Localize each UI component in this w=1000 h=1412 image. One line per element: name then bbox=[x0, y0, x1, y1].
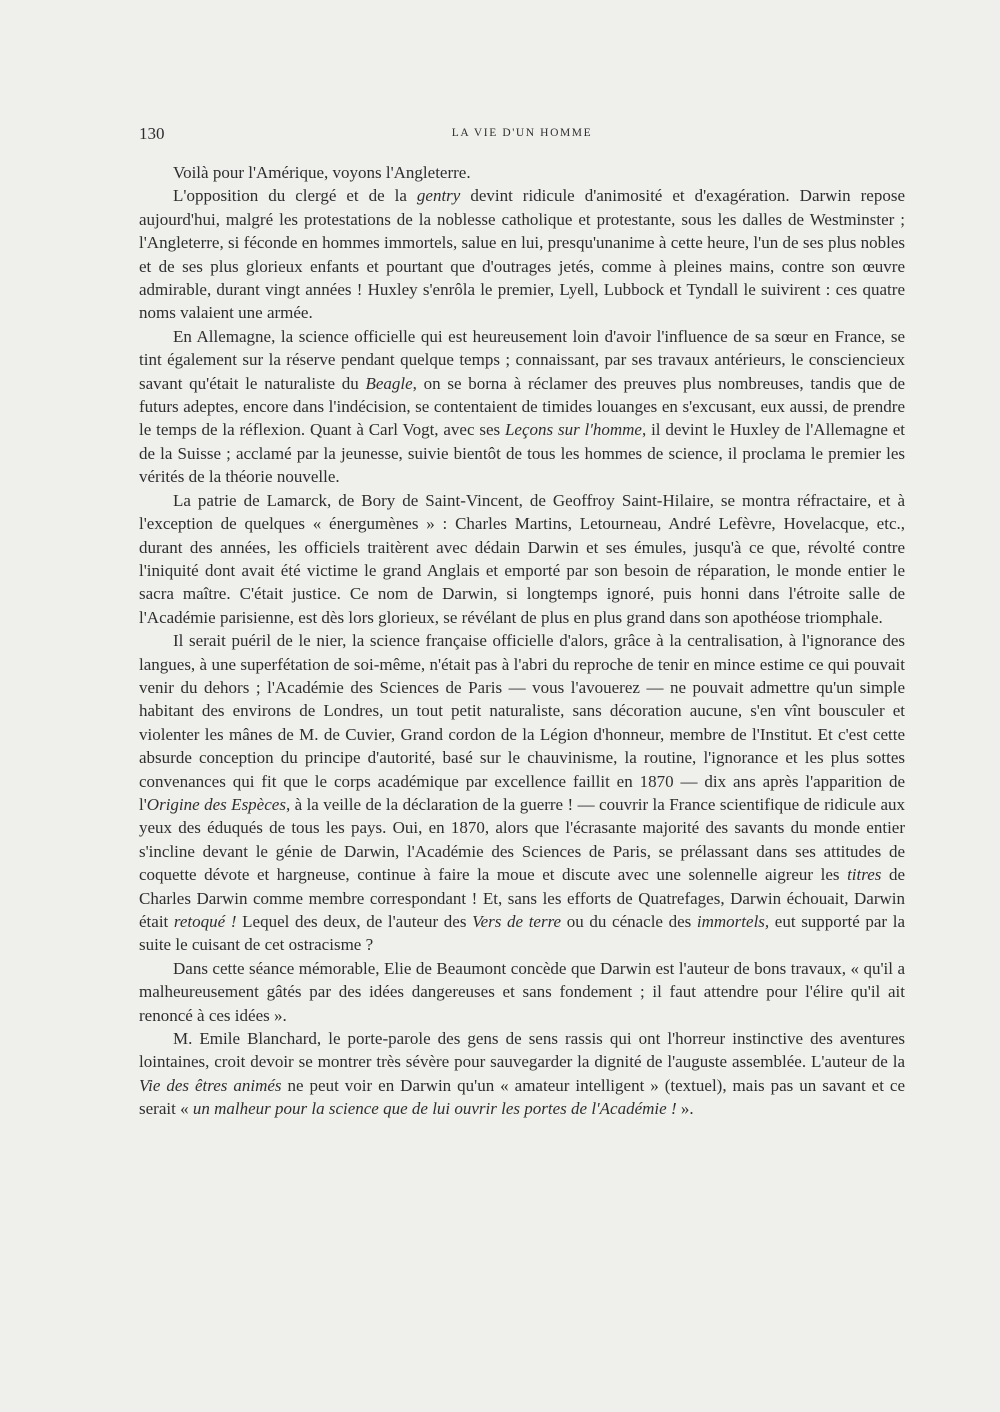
text-run: de Charles Darwin comme membre correspondant ! Et, sans les efforts de Quatrefages, Darwin échouait, Darwin était bbox=[139, 865, 905, 931]
paragraph bbox=[139, 957, 905, 1027]
italic-text: Vie des êtres animés bbox=[139, 1075, 282, 1095]
text-run: M. Emile Blanchard, le porte-parole des gens de sens rassis qui ont l'horreur instinctive des aventures lointaines, croit devoir se montrer très sévère pour sauvegarder la dignité de l'auguste assemblée. L'auteur de la bbox=[139, 1029, 905, 1072]
text-run: Lequel des deux, de l'auteur des bbox=[236, 912, 473, 931]
paragraph bbox=[139, 1027, 905, 1121]
running-head bbox=[139, 124, 905, 150]
text-run: Il serait puéril de le nier, la science française officielle d'alors, grâce à la centralisation, à l'ignorance des langues, à une superfétation de soi-même, n'était pas à l'abri du reproche de tenir en mince estime ce qui pouvait venir du dehors ; l'Académie des Sciences de Paris — vous l'avouerez — ne pouvait admettre qu'un simple habitant des environs de Londres, un tout petit naturaliste, sans décoration aucune, s'en vînt bousculer et violenter les mânes de M. de Cuvier, Grand cordon de la Légion d'honneur, membre de l'Institut. Et c'est cette absurde conception du principe d'autorité, basé sur le chauvinisme, la routine, l'ignorance et les plus sottes convenances qui fit que le corps académique par excellence faillit en 1870 — dix ans après l'apparition de l' bbox=[139, 631, 905, 814]
text-run: ne peut voir en Darwin qu'un « amateur intelligent » (textuel), mais pas un savant et ce serait « bbox=[139, 1075, 905, 1119]
italic-text: Beagle bbox=[365, 373, 413, 393]
italic-text: Leçons sur l'homme bbox=[504, 420, 642, 440]
text-run: , à la veille de la déclaration de la guerre ! — couvrir la France scientifique de ridicule aux yeux des éduqués de tous les pays. Oui, en 1870, alors que l'écrasante majorité des savants du monde entier s'incline devant le génie de Darwin, l'Académie des Sciences de Paris, se prélassant dans ses attitudes de coquette dévote et hargneuse, continue à faire la moue et discute avec une solennelle aigreur les bbox=[139, 794, 905, 885]
italic-text: retoqué ! bbox=[173, 912, 237, 931]
paragraph bbox=[139, 629, 905, 957]
text-run: ou du cénacle des bbox=[561, 912, 697, 931]
paragraph bbox=[139, 184, 905, 324]
text-run: devint ridicule d'animosité et d'exagération. Darwin repose aujourd'hui, malgré les protestations de la noblesse catholique et protestante, sous les dalles de Westminster ; l'Angleterre, si féconde en hommes immortels, salue en lui, presqu'unanime à cette heure, l'un de ses plus nobles et de ses plus glorieux enfants et pourtant que d'outrages jetés, comme à pleines mains, contre son œuvre admirable, durant vingt années ! Huxley s'enrôla le premier, Lyell, Lubbock et Tyndall le suivirent : ces quatre noms valaient une armée. bbox=[139, 186, 905, 323]
paragraph bbox=[139, 325, 905, 489]
italic-text: un malheur pour la science que de lui ouvrir les portes de l'Académie ! bbox=[192, 1099, 677, 1119]
italic-text: Origine des Espèces bbox=[146, 794, 286, 814]
paragraph bbox=[139, 489, 905, 629]
text-run: eut supporté par la suite le cuisant de cet ostracisme ? bbox=[139, 912, 905, 955]
text-run: L'opposition du clergé et de la bbox=[173, 186, 417, 206]
text-run: , on se borna à réclamer des preuves plus nombreuses, tandis que de futurs adeptes, encore dans l'indécision, se contentaient de timides louanges en s'excusant, eux aussi, de prendre le temps de la réflexion. Quant à Carl Vogt, avec ses bbox=[139, 373, 905, 440]
body-text bbox=[139, 161, 905, 1121]
page-number: 130 bbox=[139, 124, 165, 143]
italic-text: Vers de terre bbox=[472, 912, 562, 931]
text-run: Dans cette séance mémorable, Elie de Beaumont concède que Darwin est l'auteur de bons travaux, « qu'il a malheureusement gâtés par des idées dangereuses et sans fondement ; il faut attendre pour l'élire qu'il ait renoncé à ces idées ». bbox=[139, 958, 905, 1025]
running-title: LA VIE D'UN HOMME bbox=[451, 127, 593, 139]
text-run: En Allemagne, la science officielle qui est heureusement loin d'avoir l'influence de sa sœur en France, se tint également sur la réserve pendant quelque temps ; connaissant, par ses travaux antérieurs, le consciencieux savant qu'était le naturaliste du bbox=[139, 326, 905, 393]
italic-text: titres bbox=[847, 865, 882, 885]
text-run: ». bbox=[676, 1099, 694, 1119]
italic-text: immortels, bbox=[696, 912, 770, 931]
text-run: Voilà pour l'Amérique, voyons l'Angleterre. bbox=[173, 163, 471, 182]
text-run: , il devint le Huxley de l'Allemagne et de la Suisse ; acclamé par la jeunesse, suivie bientôt de tous les hommes de science, il proclama le premier les vérités de la théorie nouvelle. bbox=[139, 420, 905, 487]
italic-text: gentry bbox=[416, 186, 461, 206]
text-run: La patrie de Lamarck, de Bory de Saint-Vincent, de Geoffroy Saint-Hilaire, se montra réfractaire, et à l'exception de quelques « énergumènes » : Charles Martins, Letourneau, André Lefèvre, Hovelacque, etc., durant des années, les officiels traitèrent avec dédain Darwin et ses émules, jusqu'à ce que, révolté contre l'iniquité dont avait été victime le grand Anglais et emporté par son besoin de réparation, le monde entier le sacra maître. C'était justice. Ce nom de Darwin, si longtemps ignoré, puis honni dans l'étroite salle de l'Académie parisienne, est dès lors glorieux, se révélant de plus en plus grand dans son apothéose triomphale. bbox=[139, 490, 905, 627]
paragraph bbox=[139, 161, 905, 184]
